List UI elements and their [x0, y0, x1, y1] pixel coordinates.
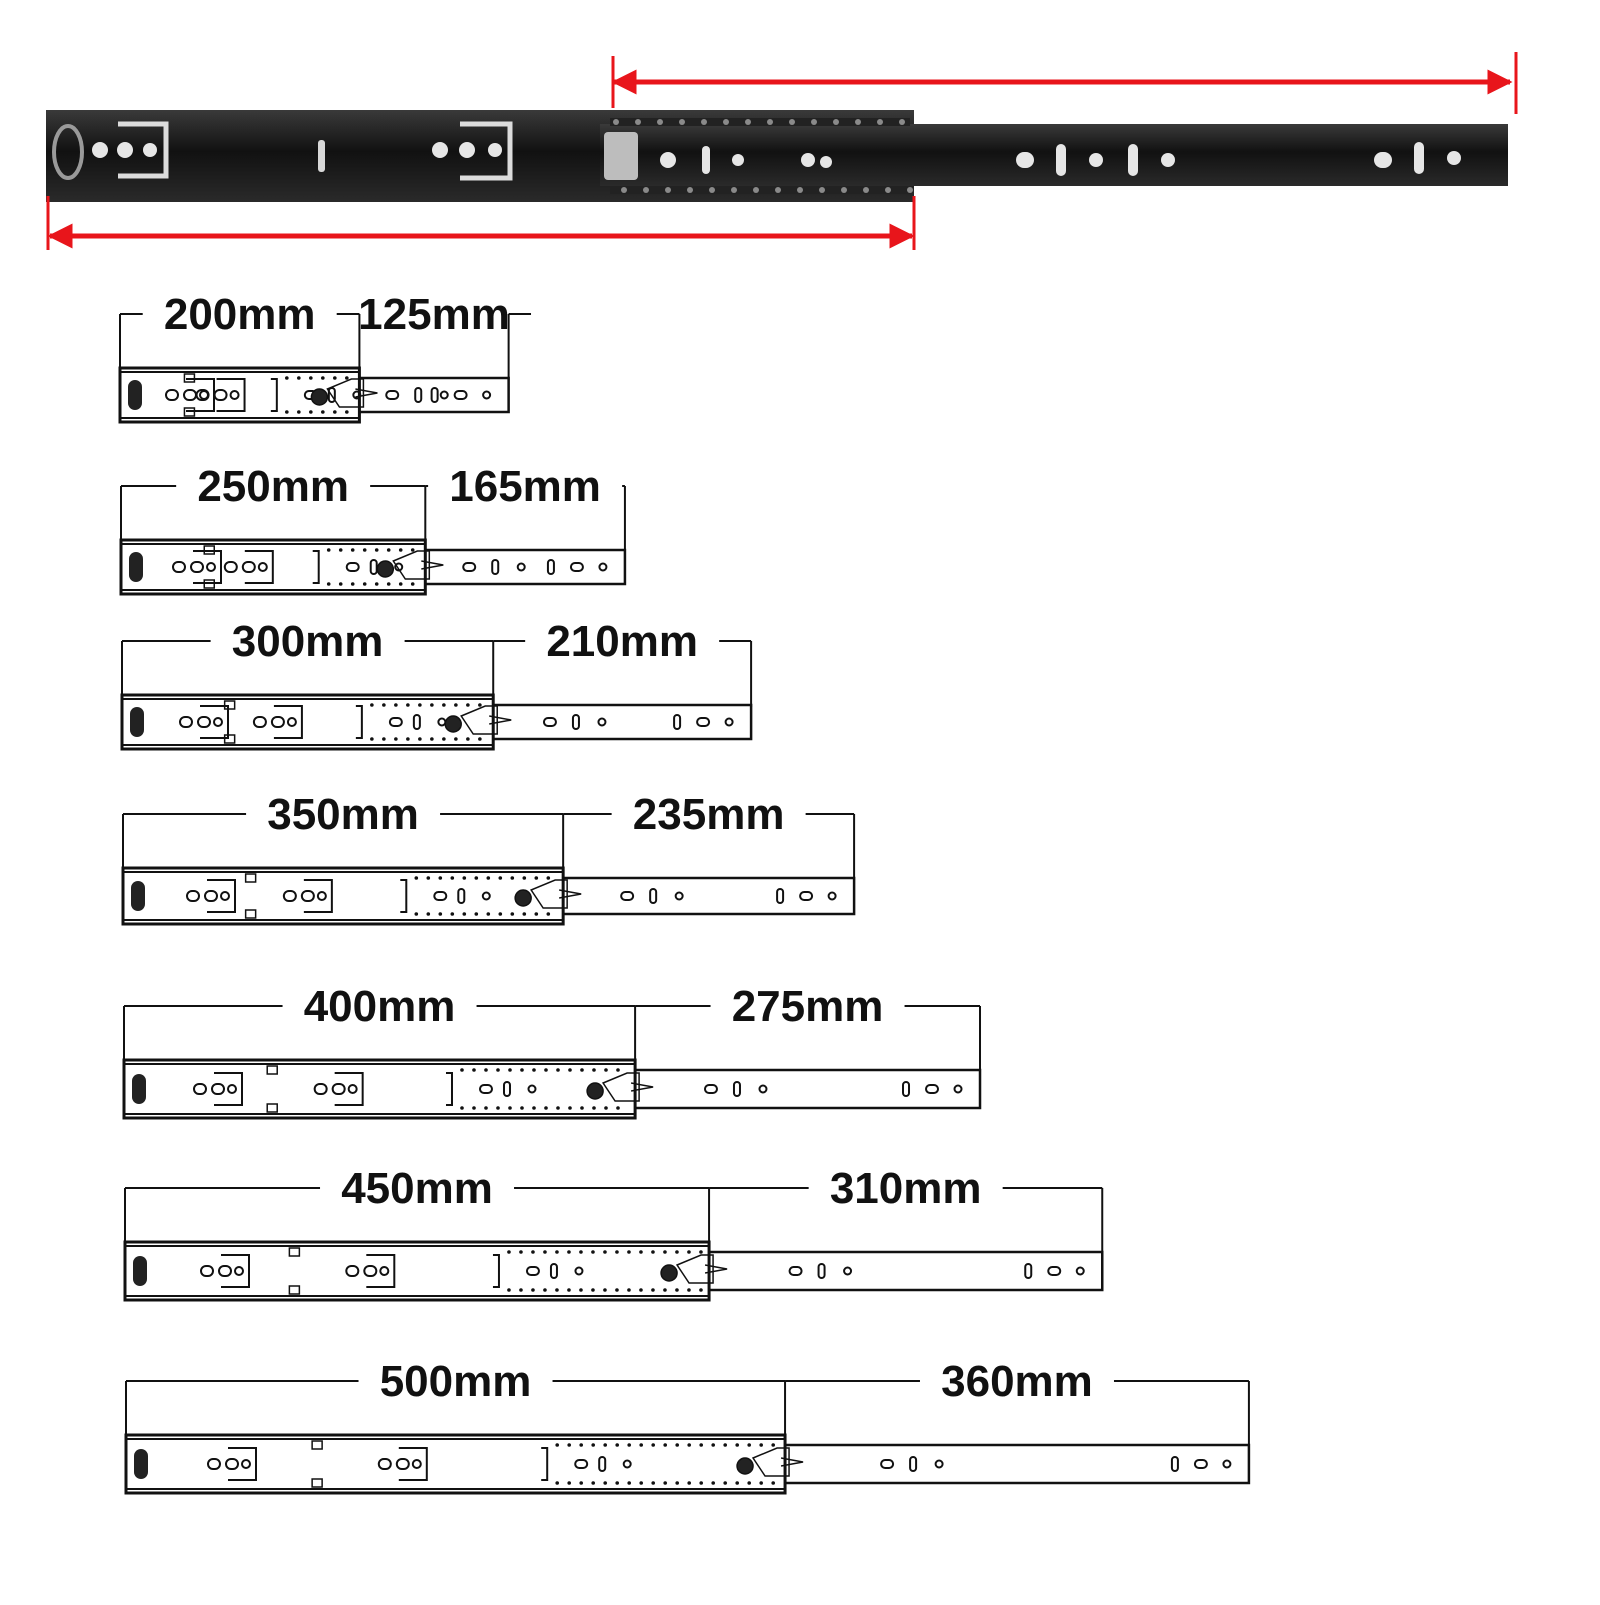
inner-member: [415, 550, 625, 584]
extension-length-label: 235mm: [632, 790, 785, 839]
size-variant-row: [126, 1357, 1249, 1493]
end-cap-icon: [131, 881, 145, 911]
size-variant-row: [121, 462, 625, 594]
closed-length-label: 450mm: [341, 1164, 493, 1213]
end-cap-icon: [130, 707, 144, 737]
outer-member: [126, 1435, 785, 1493]
lever-icon: [604, 132, 638, 180]
size-variant-row: [124, 982, 980, 1118]
hero-drawer-slide: [46, 52, 1516, 250]
extension-length-label: 310mm: [829, 1164, 982, 1213]
size-variant-row: [120, 290, 531, 422]
size-variant-row: [122, 617, 751, 749]
closed-length-label: 400mm: [303, 982, 456, 1031]
end-cap-icon: [133, 1256, 147, 1286]
inner-member: [483, 705, 751, 739]
size-variant-row: [125, 1164, 1102, 1300]
extension-length-label: 165mm: [449, 462, 601, 511]
extension-length-label: 210mm: [546, 617, 698, 666]
end-cap-icon: [132, 1074, 146, 1104]
extension-length-label: 360mm: [941, 1357, 1093, 1406]
outer-member: [123, 868, 563, 924]
end-cap-icon: [129, 552, 143, 582]
closed-length-label: 350mm: [267, 790, 419, 839]
inner-member: [349, 378, 508, 412]
extension-length-label: 125mm: [358, 290, 510, 339]
closed-length-label: 500mm: [379, 1357, 532, 1406]
inner-member: [553, 878, 854, 914]
closed-length-label: 200mm: [163, 290, 316, 339]
size-variant-list: [120, 290, 1249, 1493]
size-variant-row: [123, 790, 854, 924]
end-cap-icon: [134, 1449, 148, 1479]
closed-length-label: 250mm: [197, 462, 349, 511]
closed-length-label: 300mm: [231, 617, 384, 666]
end-cap-icon: [128, 380, 142, 410]
inner-member: [699, 1252, 1102, 1290]
extension-length-label: 275mm: [731, 982, 884, 1031]
